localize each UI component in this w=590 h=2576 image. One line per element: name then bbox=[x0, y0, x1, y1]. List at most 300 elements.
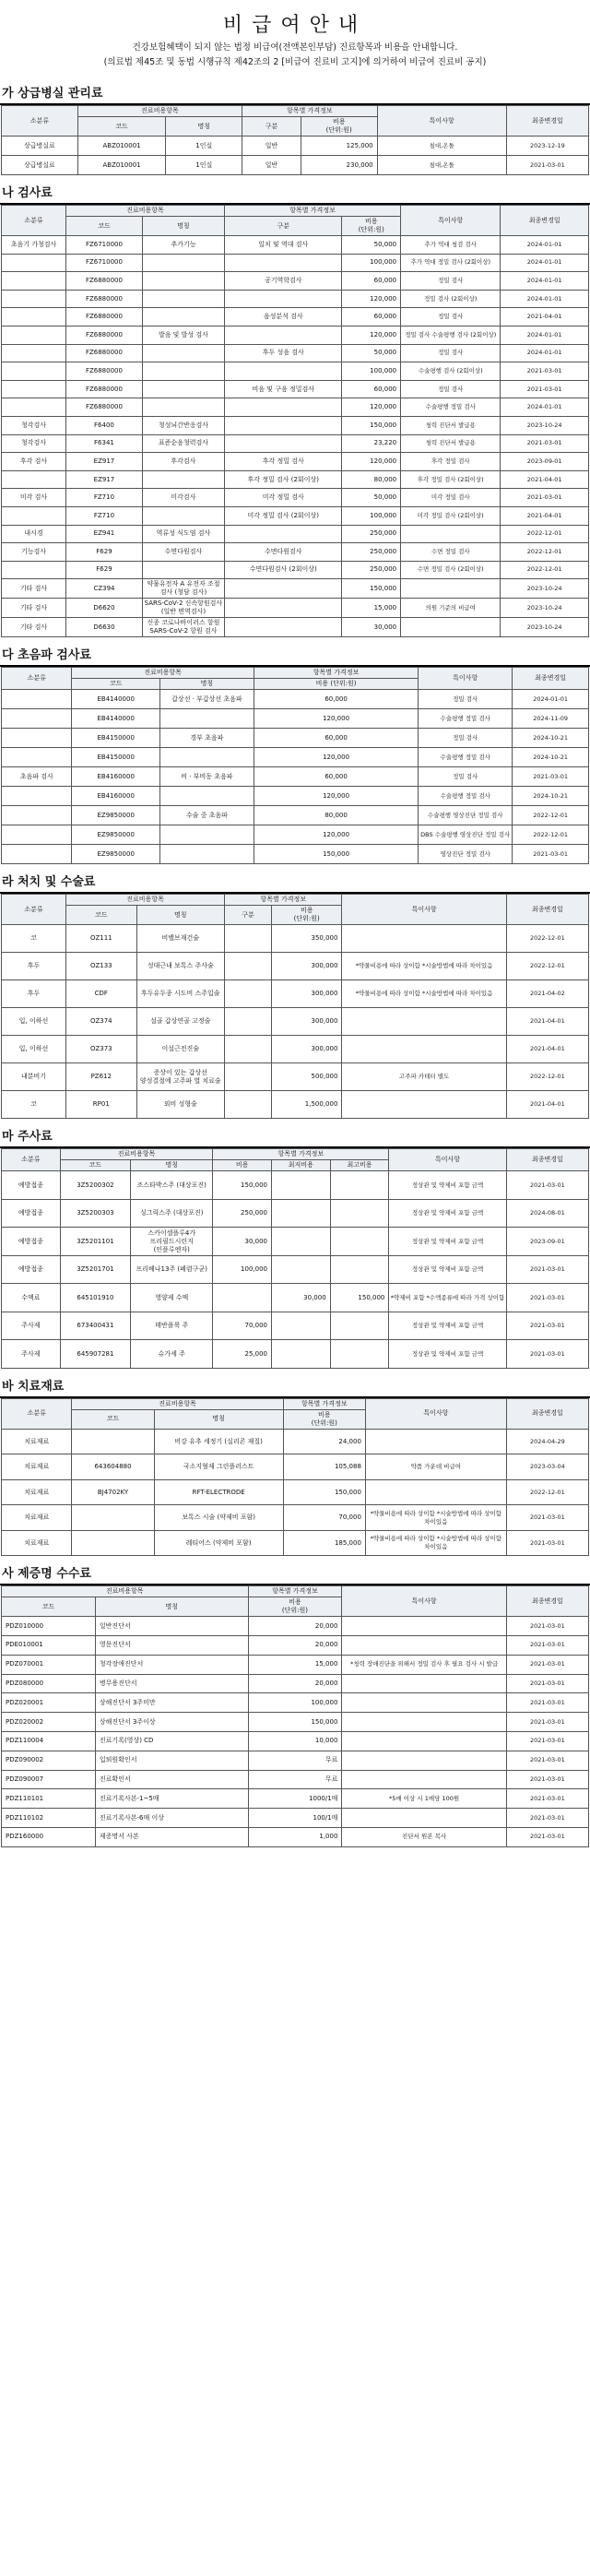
table-cell bbox=[225, 1063, 272, 1091]
table-cell: 2022-12-01 bbox=[513, 806, 589, 825]
table-cell: FZ6880000 bbox=[66, 362, 143, 381]
table-row bbox=[2, 980, 589, 1008]
table-row bbox=[2, 380, 589, 398]
table-cell bbox=[225, 416, 342, 434]
table-cell: 정밀 검사 bbox=[401, 272, 501, 291]
th-cost bbox=[283, 1409, 365, 1429]
table-cell: 추가 역대 정밀 검사 (2회이상) bbox=[401, 254, 501, 272]
table-cell: 30,000 bbox=[342, 618, 401, 637]
table-cell bbox=[342, 1770, 506, 1789]
table-cell: 내시경 bbox=[2, 525, 66, 543]
table-cell bbox=[2, 748, 72, 767]
th-date: 최종변경일 bbox=[506, 895, 588, 925]
table-cell: 침대,온돌 bbox=[377, 156, 506, 175]
table-cell: 2021-03-01 bbox=[501, 380, 589, 398]
table-cell bbox=[72, 1505, 154, 1531]
table-cell: 2024-01-01 bbox=[501, 236, 589, 255]
th-cost-unit: (단위:원) bbox=[358, 226, 384, 233]
table-cell: PDZ080000 bbox=[2, 1674, 96, 1693]
table-cell bbox=[271, 1312, 330, 1340]
th-item: 진료비용항목 bbox=[60, 1149, 213, 1160]
table-cell: 태반플룩 주 bbox=[131, 1312, 213, 1340]
table-cell: 침대,온돌 bbox=[377, 137, 506, 156]
table-row bbox=[2, 1340, 589, 1369]
table-cell: 2021-03-01 bbox=[506, 1255, 588, 1284]
table-cell: 초음기 가청검사 bbox=[2, 236, 66, 255]
table-cell bbox=[342, 1713, 506, 1732]
table-cell bbox=[225, 953, 272, 980]
table-cell: 추가기능 bbox=[142, 236, 224, 255]
table-cell: EB4150000 bbox=[72, 748, 160, 767]
table-cell: 20,000 bbox=[248, 1674, 342, 1693]
table-cell: 100,000 bbox=[213, 1255, 272, 1284]
table-cell bbox=[2, 690, 72, 709]
table-cell bbox=[2, 254, 66, 272]
table-row bbox=[2, 579, 589, 599]
table-cell: 105,088 bbox=[283, 1454, 365, 1480]
table-cell: 성대근내 보톡스 주사술 bbox=[136, 953, 225, 980]
ultrasound-fee-table bbox=[1, 667, 589, 864]
table-cell: 입퇴원확인서 bbox=[95, 1751, 248, 1770]
table-cell: 80,000 bbox=[342, 470, 401, 489]
table-cell: 의원 기준의 비급여 bbox=[401, 599, 501, 618]
th-name: 명칭 bbox=[131, 1160, 213, 1171]
table-cell: 일반 bbox=[242, 137, 301, 156]
table-cell: 23,220 bbox=[342, 434, 401, 453]
table-row bbox=[2, 489, 589, 507]
table-row bbox=[2, 1008, 589, 1036]
table-cell bbox=[225, 1091, 272, 1119]
intro-text bbox=[0, 41, 590, 83]
table-row bbox=[2, 953, 589, 980]
table-cell bbox=[342, 1617, 506, 1636]
table-cell: OZ111 bbox=[66, 925, 136, 953]
certificate-fee-table bbox=[1, 1585, 589, 1847]
table-cell: FZ6880000 bbox=[66, 308, 143, 326]
th-price: 항목별 가격정보 bbox=[213, 1149, 389, 1160]
th-cost-unit: (단위:원) bbox=[293, 915, 320, 923]
table-cell: *약물비용에 따라 상이함 *시술방법에 따라 차이있음 bbox=[342, 980, 506, 1008]
table-row bbox=[2, 290, 589, 308]
table-cell bbox=[271, 1255, 330, 1284]
table-cell: 무료 bbox=[248, 1770, 342, 1789]
table-row bbox=[2, 845, 589, 864]
table-cell: PDZ090002 bbox=[2, 1751, 96, 1770]
section-room-fee-title: 가 상급병실 관리료 bbox=[0, 83, 590, 105]
th-name: 명칭 bbox=[142, 217, 224, 236]
table-cell: 185,000 bbox=[283, 1530, 365, 1556]
table-cell bbox=[271, 1199, 330, 1228]
table-cell: 2022-12-01 bbox=[506, 925, 588, 953]
table-cell: 2024-01-01 bbox=[501, 326, 589, 344]
table-row bbox=[2, 1693, 589, 1713]
table-cell: 15,000 bbox=[342, 599, 401, 618]
table-cell: EB4160000 bbox=[72, 767, 160, 787]
page-title: 비급여안내 bbox=[222, 14, 368, 37]
table-cell: F6341 bbox=[66, 434, 143, 453]
th-cost-label: 비용 bbox=[332, 118, 346, 125]
table-cell: PDE010001 bbox=[2, 1636, 96, 1656]
table-cell bbox=[142, 254, 224, 272]
table-cell: 입, 이하선 bbox=[2, 1036, 66, 1063]
table-cell: 미각 정밀 검사 (2회이상) bbox=[401, 506, 501, 525]
table-cell: 120,000 bbox=[342, 398, 401, 417]
table-cell: D6630 bbox=[66, 618, 143, 637]
table-cell: 2024-10-21 bbox=[513, 787, 589, 806]
table-cell: 70,000 bbox=[283, 1505, 365, 1531]
table-cell: 120,000 bbox=[254, 709, 418, 729]
table-cell: 영양제 수액 bbox=[131, 1284, 213, 1312]
table-cell: 2021-03-01 bbox=[506, 1505, 588, 1531]
table-cell: 1000/1매 bbox=[248, 1789, 342, 1809]
th-class: 소분류 bbox=[2, 1398, 72, 1429]
table-cell: 후두 성음 검사 bbox=[225, 344, 342, 362]
table-cell bbox=[365, 1429, 506, 1454]
table-cell: 2024-11-09 bbox=[513, 709, 589, 729]
table-cell: 2022-12-01 bbox=[513, 825, 589, 845]
table-cell: 80,000 bbox=[254, 806, 418, 825]
table-row bbox=[2, 156, 589, 175]
table-cell bbox=[142, 470, 224, 489]
table-cell: 2021-03-01 bbox=[506, 1693, 588, 1713]
th-code: 코드 bbox=[72, 679, 160, 690]
table-cell: 2021-03-01 bbox=[506, 1171, 588, 1200]
th-item: 진료비용항목 bbox=[2, 1586, 249, 1597]
table-cell: DBS 수술평행 영상진단 정밀 검사 bbox=[419, 825, 513, 845]
table-row bbox=[2, 806, 589, 825]
table-cell: 60,000 bbox=[342, 380, 401, 398]
th-gubun: 구분 bbox=[225, 217, 342, 236]
th-cost bbox=[342, 217, 401, 236]
table-cell: 2021-03-01 bbox=[506, 1340, 588, 1369]
table-cell: 일반진단서 bbox=[95, 1617, 248, 1636]
table-row bbox=[2, 434, 589, 453]
table-cell: 싱그릭스주 (대상포진) bbox=[131, 1199, 213, 1228]
table-cell: 정상관 및 약제비 포함 금액 bbox=[389, 1228, 506, 1256]
table-row bbox=[2, 767, 589, 787]
table-cell: PDZ070001 bbox=[2, 1655, 96, 1674]
table-cell: 진단서 원본 복사 bbox=[342, 1828, 506, 1847]
th-price: 항목별 가격정보 bbox=[254, 668, 418, 679]
table-row bbox=[2, 1789, 589, 1809]
table-cell bbox=[225, 1036, 272, 1063]
table-cell: 일반 bbox=[242, 156, 301, 175]
th-item: 진료비용항목 bbox=[66, 895, 225, 906]
table-cell: 120,000 bbox=[342, 326, 401, 344]
th-cost-unit: (단위:원) bbox=[330, 680, 357, 688]
table-cell: 2021-03-01 bbox=[513, 767, 589, 787]
table-cell: 제증명서 사본 bbox=[95, 1828, 248, 1847]
intro-line-1: 건강보험혜택이 되지 않는 법정 비급여(전액본인부담) 진료항목과 비용을 안내합니다. bbox=[132, 42, 458, 53]
table-cell: 수술평행 검사 (2회이상) bbox=[401, 362, 501, 381]
table-cell bbox=[401, 579, 501, 599]
table-cell: 영문진단서 bbox=[95, 1636, 248, 1656]
table-cell bbox=[2, 290, 66, 308]
table-cell: 2021-03-01 bbox=[506, 1789, 588, 1809]
table-cell: SARS-CoV-2 신속항원검사 (일반 면역검사) bbox=[142, 599, 224, 618]
th-price: 항목별 가격정보 bbox=[242, 106, 377, 117]
table-cell bbox=[142, 272, 224, 291]
table-cell: *약물비용에 따라 상이함 *시술방법에 따라 차이있음 bbox=[342, 953, 506, 980]
th-cost bbox=[301, 117, 377, 137]
table-cell: 예방접종 bbox=[2, 1199, 61, 1228]
table-cell: 진료기록(영상) CD bbox=[95, 1732, 248, 1751]
table-cell bbox=[142, 380, 224, 398]
table-cell bbox=[342, 1091, 506, 1119]
table-cell: EZ9850000 bbox=[72, 825, 160, 845]
table-cell: 진료확인서 bbox=[95, 1770, 248, 1789]
table-cell bbox=[225, 980, 272, 1008]
th-note: 특이사항 bbox=[377, 106, 506, 137]
table-cell: 2024-01-01 bbox=[501, 290, 589, 308]
procedure-fee-table bbox=[1, 894, 589, 1119]
table-cell: 미각 정밀 검사 bbox=[401, 489, 501, 507]
table-cell bbox=[225, 398, 342, 417]
table-cell: 15,000 bbox=[248, 1655, 342, 1674]
table-cell: 이설근전진술 bbox=[136, 1036, 225, 1063]
table-cell: F6400 bbox=[66, 416, 143, 434]
table-cell: 2024-01-01 bbox=[501, 344, 589, 362]
table-cell: 250,000 bbox=[213, 1199, 272, 1228]
table-cell: 비음 및 구음 정밀검사 bbox=[225, 380, 342, 398]
table-cell: 청성뇌간반응검사 bbox=[142, 416, 224, 434]
table-cell: FZ710 bbox=[66, 506, 143, 525]
table-cell bbox=[330, 1312, 389, 1340]
table-cell: 100,000 bbox=[342, 254, 401, 272]
table-row bbox=[2, 1655, 589, 1674]
table-row bbox=[2, 729, 589, 748]
table-cell bbox=[330, 1340, 389, 1369]
table-cell: 250,000 bbox=[342, 543, 401, 562]
table-cell bbox=[2, 845, 72, 864]
th-note: 특이사항 bbox=[419, 668, 513, 690]
table-cell: 상급병실료 bbox=[2, 156, 78, 175]
table-cell: 일치 및 역대 검사 bbox=[225, 236, 342, 255]
table-cell: 50,000 bbox=[342, 344, 401, 362]
th-class: 소분류 bbox=[2, 668, 72, 690]
table-cell: 후각 정밀 검사 (2회이상) bbox=[401, 470, 501, 489]
table-cell bbox=[2, 470, 66, 489]
table-cell: *5매 이상 시 1매당 100원 bbox=[342, 1789, 506, 1809]
table-cell: 정밀 검사 bbox=[419, 690, 513, 709]
table-cell: 500,000 bbox=[272, 1063, 342, 1091]
table-cell: CDF bbox=[66, 980, 136, 1008]
table-cell: 2022-12-01 bbox=[506, 1063, 588, 1091]
table-cell: 수면다원검사 (2회이상) bbox=[225, 561, 342, 579]
table-cell: 경부 초음파 bbox=[159, 729, 254, 748]
table-cell: ABZ010001 bbox=[77, 156, 166, 175]
intro-line-2: (의료법 제45조 및 동법 시행규칙 제42조의 2 [비급여 진료비 고지]에 의거하여 비급여 진료비 공지) bbox=[103, 57, 487, 67]
table-row bbox=[2, 543, 589, 562]
table-row bbox=[2, 1091, 589, 1119]
table-cell: *약물비용에 따라 상이함 *시술방법에 따라 상이함 차이있음 bbox=[365, 1530, 506, 1556]
table-cell: 2021-04-02 bbox=[506, 980, 588, 1008]
table-cell: 미각검사 bbox=[142, 489, 224, 507]
table-cell: 150,000 bbox=[342, 416, 401, 434]
th-max: 최고비용 bbox=[330, 1160, 389, 1171]
table-cell: *청력 장애진단을 위해서 정밀 검사 후 필요 검사 시 발급 bbox=[342, 1655, 506, 1674]
table-cell: 673400431 bbox=[60, 1312, 130, 1340]
table-cell: 예방접종 bbox=[2, 1171, 61, 1200]
table-cell: PDZ110101 bbox=[2, 1789, 96, 1809]
table-row bbox=[2, 137, 589, 156]
table-cell bbox=[401, 618, 501, 637]
table-cell: 코 bbox=[2, 925, 66, 953]
table-cell: 설골 갑상연골 고정술 bbox=[136, 1008, 225, 1036]
table-cell: 수술평행 영상진단 정밀 검사 bbox=[419, 806, 513, 825]
table-cell: 정상관 및 약제비 포함 금액 bbox=[389, 1199, 506, 1228]
table-cell: PZ612 bbox=[66, 1063, 136, 1091]
table-cell: 60,000 bbox=[342, 272, 401, 291]
th-cost-unit: (단위:원) bbox=[311, 1419, 337, 1427]
table-cell: 2023-03-04 bbox=[506, 1454, 588, 1480]
table-cell: 비강 유추 세정기 (실리콘 재질) bbox=[154, 1429, 283, 1454]
table-cell: 20,000 bbox=[248, 1636, 342, 1656]
table-cell: 치료재료 bbox=[2, 1530, 72, 1556]
table-cell bbox=[159, 748, 254, 767]
table-row bbox=[2, 1036, 589, 1063]
table-cell: 2021-03-01 bbox=[501, 434, 589, 453]
table-cell bbox=[159, 787, 254, 806]
table-cell bbox=[142, 344, 224, 362]
table-cell: 치료재료 bbox=[2, 1479, 72, 1505]
table-cell: 60,000 bbox=[254, 729, 418, 748]
th-code: 코드 bbox=[66, 217, 143, 236]
table-cell: PDZ010000 bbox=[2, 1617, 96, 1636]
th-cost bbox=[248, 1597, 342, 1617]
table-cell bbox=[401, 525, 501, 543]
table-cell bbox=[142, 362, 224, 381]
table-row bbox=[2, 1312, 589, 1340]
table-row bbox=[2, 1479, 589, 1505]
table-cell bbox=[330, 1171, 389, 1200]
table-cell: 청력 진단서 발급용 bbox=[401, 416, 501, 434]
table-cell: 수술평행 정밀 검사 bbox=[419, 748, 513, 767]
table-cell bbox=[225, 525, 342, 543]
section-injection-title: 마 주사료 bbox=[0, 1126, 590, 1148]
table-cell bbox=[271, 1340, 330, 1369]
table-row bbox=[2, 236, 589, 255]
table-row bbox=[2, 416, 589, 434]
table-cell: 1인실 bbox=[166, 137, 242, 156]
table-cell: D6620 bbox=[66, 599, 143, 618]
table-cell: EZ917 bbox=[66, 470, 143, 489]
table-row bbox=[2, 272, 589, 291]
th-note: 특이사항 bbox=[401, 206, 501, 236]
table-cell: 약품 가운데 비급여 bbox=[365, 1454, 506, 1480]
table-cell: 상해진단서 3주이상 bbox=[95, 1713, 248, 1732]
table-cell: 레티어스 (약제비 포함) bbox=[154, 1530, 283, 1556]
table-row bbox=[2, 1770, 589, 1789]
section-certificate-title: 사 제증명 수수료 bbox=[0, 1563, 590, 1585]
table-cell: 2021-04-01 bbox=[506, 1008, 588, 1036]
table-cell bbox=[342, 1036, 506, 1063]
table-cell: EZ917 bbox=[66, 453, 143, 471]
table-cell: 2024-10-21 bbox=[513, 729, 589, 748]
table-cell bbox=[342, 1008, 506, 1036]
table-row bbox=[2, 690, 589, 709]
table-cell: 정밀 검사 수술평행 검사 (2회이상) bbox=[401, 326, 501, 344]
table-cell: 발음 및 발성 검사 bbox=[142, 326, 224, 344]
table-cell: 음성분석 검사 bbox=[225, 308, 342, 326]
th-code: 코드 bbox=[66, 906, 136, 925]
th-date: 최종변경일 bbox=[506, 1398, 588, 1429]
table-cell: 2021-04-01 bbox=[501, 506, 589, 525]
table-cell: 기능검사 bbox=[2, 543, 66, 562]
table-cell: 후각검사 bbox=[142, 453, 224, 471]
table-cell: 300,000 bbox=[272, 980, 342, 1008]
table-cell bbox=[342, 1751, 506, 1770]
section-material-title: 바 치료재료 bbox=[0, 1376, 590, 1398]
th-item: 진료비용항목 bbox=[77, 106, 242, 117]
table-cell: 2024-01-01 bbox=[501, 272, 589, 291]
table-cell: 정밀 검사 (2회이상) bbox=[401, 290, 501, 308]
table-cell: 60,000 bbox=[254, 767, 418, 787]
table-cell: PDZ020002 bbox=[2, 1713, 96, 1732]
th-cost-label: 비용 bbox=[318, 1410, 331, 1419]
table-cell: 150,000 bbox=[283, 1479, 365, 1505]
table-cell: 후두유두종 시도비 스주입술 bbox=[136, 980, 225, 1008]
table-cell: 수술 중 초음파 bbox=[159, 806, 254, 825]
table-cell bbox=[365, 1479, 506, 1505]
table-cell: 내분비기 bbox=[2, 1063, 66, 1091]
th-date: 최종변경일 bbox=[506, 106, 588, 137]
table-cell: 20,000 bbox=[248, 1617, 342, 1636]
table-cell: 120,000 bbox=[254, 787, 418, 806]
table-cell: 수술평행 정밀 검사 bbox=[401, 398, 501, 417]
table-cell: 2021-03-01 bbox=[506, 1530, 588, 1556]
table-cell: 수술평행 정밀 검사 bbox=[419, 787, 513, 806]
table-cell: 신종 코로나바이러스 항원 SARS-CoV-2 항원 검사 bbox=[142, 618, 224, 637]
table-row bbox=[2, 1255, 589, 1284]
table-cell: 외비 성형술 bbox=[136, 1091, 225, 1119]
table-cell: 진료기록사본-1~5매 bbox=[95, 1789, 248, 1809]
table-cell: EB4140000 bbox=[72, 709, 160, 729]
table-cell: 250,000 bbox=[342, 561, 401, 579]
table-cell: EZ9850000 bbox=[72, 806, 160, 825]
table-cell: 치료재료 bbox=[2, 1505, 72, 1531]
table-cell: 24,000 bbox=[283, 1429, 365, 1454]
table-cell: 250,000 bbox=[342, 525, 401, 543]
table-cell: 2021-04-01 bbox=[501, 470, 589, 489]
table-cell: 예방접종 bbox=[2, 1228, 61, 1256]
th-price: 항목별 가격정보 bbox=[283, 1398, 365, 1409]
table-cell: F629 bbox=[66, 543, 143, 562]
table-cell: 2021-03-01 bbox=[501, 489, 589, 507]
th-cost-label: 비용 bbox=[300, 907, 313, 915]
table-cell: 50,000 bbox=[342, 489, 401, 507]
th-cost-label: 비용 bbox=[289, 1598, 301, 1607]
table-cell: 2022-12-01 bbox=[506, 1479, 588, 1505]
table-cell: PDZ160000 bbox=[2, 1828, 96, 1847]
table-row bbox=[2, 326, 589, 344]
table-cell bbox=[342, 925, 506, 953]
table-cell bbox=[142, 506, 224, 525]
table-row bbox=[2, 1751, 589, 1770]
table-row bbox=[2, 1171, 589, 1200]
table-cell: 정밀 검사 bbox=[419, 729, 513, 748]
table-cell bbox=[342, 1693, 506, 1713]
table-cell: 국소지혈제 그린플러스트 bbox=[154, 1454, 283, 1480]
table-cell: 150,000 bbox=[342, 579, 401, 599]
table-cell: 645101910 bbox=[60, 1284, 130, 1312]
table-cell: 갑상선 · 부갑상선 초음파 bbox=[159, 690, 254, 709]
th-date: 최종변경일 bbox=[513, 668, 589, 690]
th-cost-unit: (단위:원) bbox=[281, 1607, 309, 1615]
table-cell: 2021-03-01 bbox=[501, 362, 589, 381]
table-cell: 1인실 bbox=[166, 156, 242, 175]
table-cell bbox=[225, 434, 342, 453]
